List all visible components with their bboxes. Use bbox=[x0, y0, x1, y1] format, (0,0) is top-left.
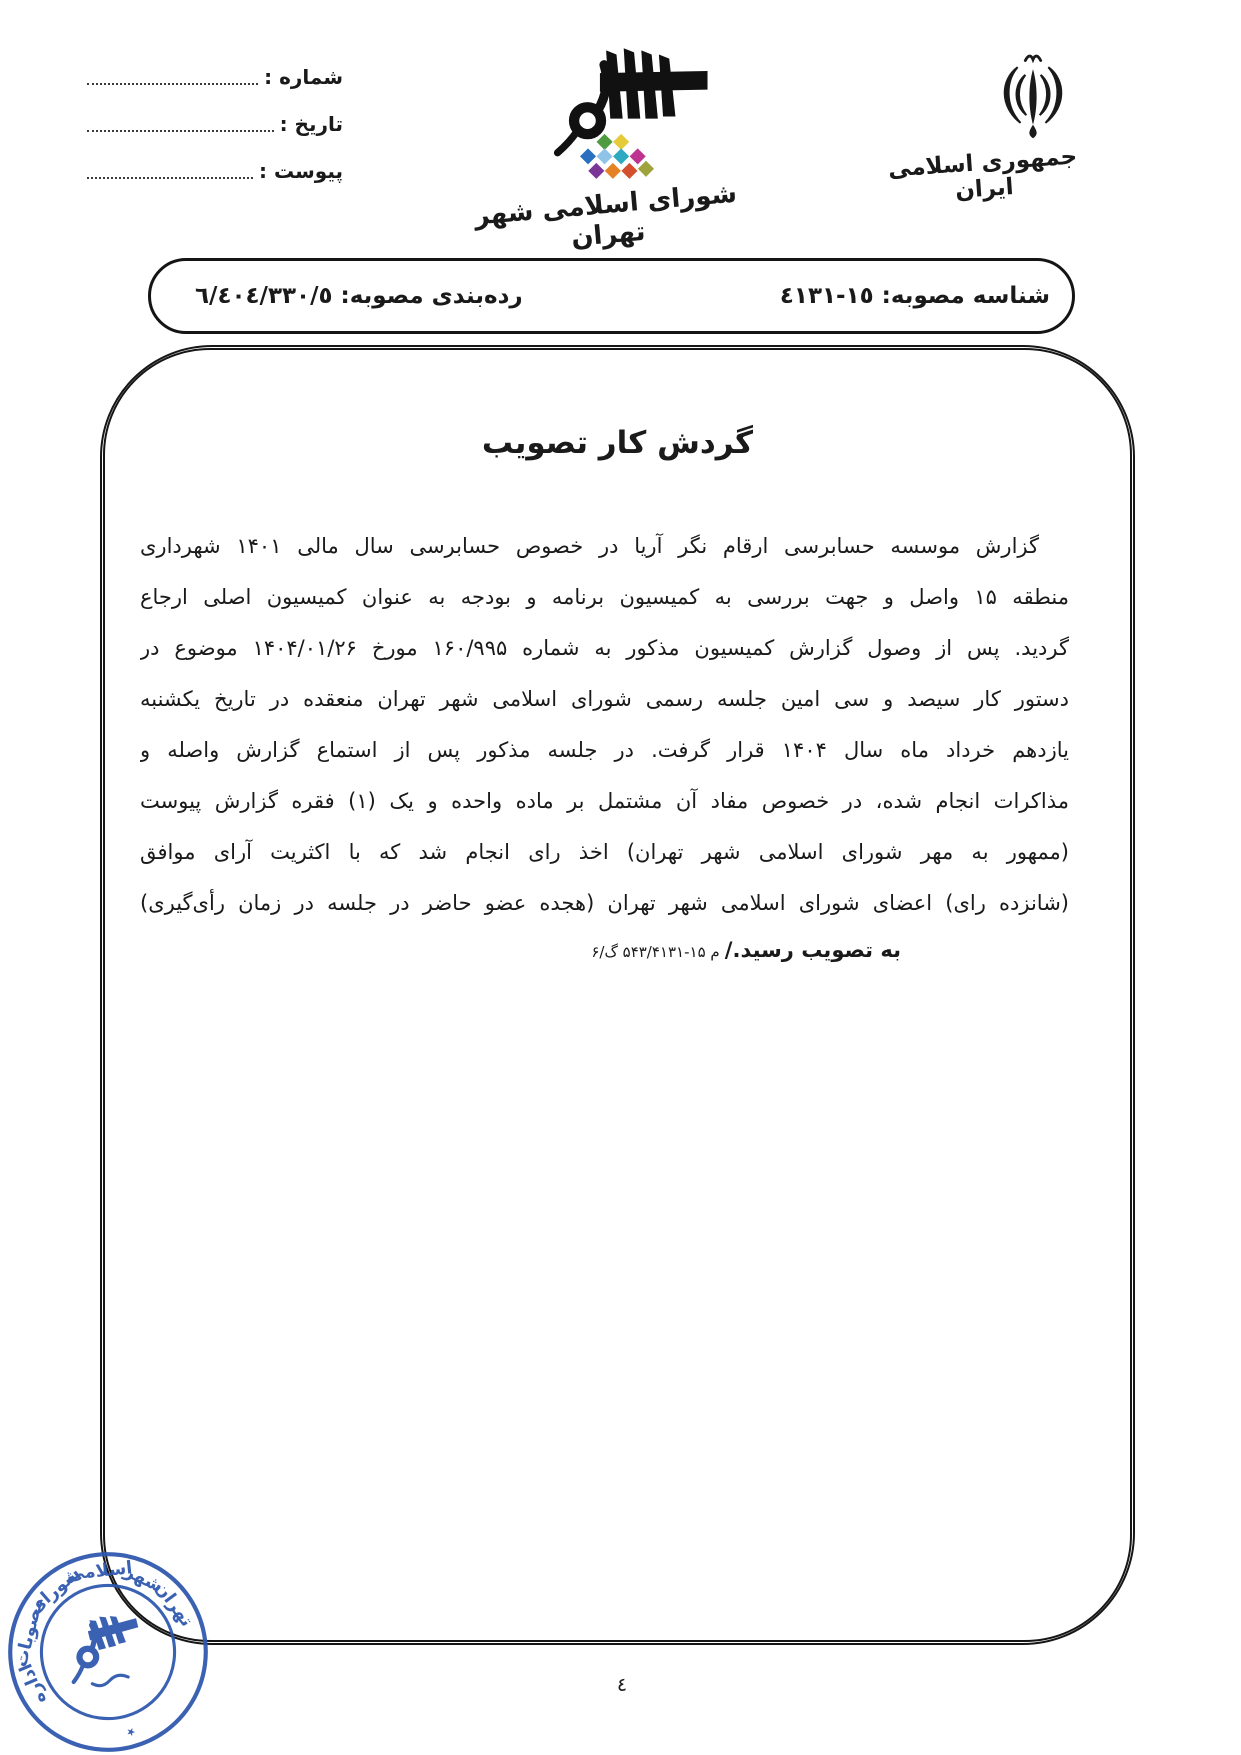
resolution-body-box bbox=[100, 345, 1135, 1645]
paragraph-line: یازدهم خرداد ماه سال ۱۴۰۴ قرار گرفت. در جلسه مذکور پس از استماع گزارش واصله و bbox=[140, 738, 1069, 762]
stamp-word: شهر bbox=[121, 1561, 166, 1598]
stamp-word: تهران bbox=[150, 1578, 197, 1631]
number-field-dotted-line bbox=[87, 82, 258, 85]
form-row-number bbox=[85, 60, 343, 90]
approval-line bbox=[140, 930, 1069, 972]
tile-teal bbox=[613, 148, 629, 164]
stamp-word: شورای bbox=[25, 1563, 85, 1619]
form-row-attachment bbox=[85, 154, 343, 184]
resolution-paragraph bbox=[140, 521, 1069, 929]
date-field-dotted-line bbox=[87, 129, 274, 132]
date-field-label: تاریخ : bbox=[279, 112, 343, 136]
paragraph-line: منطقه ۱۵ واصل و جهت بررسی به کمیسیون برنامه و بودجه به عنوان کمیسیون اصلی ارجاع bbox=[140, 585, 1069, 609]
resolution-title: گردش کار تصویب bbox=[481, 425, 754, 461]
paragraph-line: گزارش موسسه حسابرسی ارقام نگر آریا در خصوص حسابرسی سال مالی ۱۴۰۱ شهرداری bbox=[140, 534, 1039, 558]
tile-olive bbox=[638, 161, 654, 177]
attachment-field-label: پیوست : bbox=[258, 159, 343, 183]
iran-national-emblem-icon bbox=[985, 46, 1081, 146]
state-caption: جمهوری اسلامی ایران bbox=[887, 143, 1078, 204]
number-field-label: شماره : bbox=[264, 65, 343, 89]
letterhead-form-fields bbox=[85, 60, 343, 201]
tile-magenta bbox=[630, 148, 646, 164]
tile-purple bbox=[588, 163, 604, 179]
attachment-field-dotted-line bbox=[87, 176, 253, 179]
paragraph-line: گردید. پس از وصول گزارش کمیسیون مذکور به شماره ۱۶۰/۹۹۵ مورخ ۱۴۰۴/۰۱/۲۶ موضوع در bbox=[140, 636, 1069, 660]
paragraph-line: دستور کار سیصد و سی امین جلسه رسمی شورای اسلامی شهر تهران منعقده در تاریخ یکشنبه bbox=[140, 687, 1069, 711]
tile-yellow bbox=[613, 134, 629, 150]
resolution-id-bar bbox=[148, 258, 1075, 334]
stamp-center-emblem bbox=[60, 1608, 150, 1692]
form-row-date bbox=[85, 107, 343, 137]
page-number: ٤ bbox=[616, 1674, 628, 1696]
council-caption: شورای اسلامی شهر تهران bbox=[473, 178, 739, 254]
stamp-word: اسلامی bbox=[65, 1558, 134, 1585]
approval-phrase: به تصویب رسید./ bbox=[724, 938, 901, 962]
reference-code: م ۱۵-۵۴۳/۴۱۳۱ گ/۶ bbox=[591, 943, 720, 961]
stamp-separator: ٭ bbox=[123, 1720, 139, 1743]
paragraph-line: (شانزده رای) اعضای شورای اسلامی شهر تهران (هجده عضو حاضر در جلسه در زمان رأی‌گیری) bbox=[140, 891, 1069, 915]
resolution-classification: رده‌بندی مصوبه: ٦/٤٠٤/٣٣٠/٥ bbox=[195, 283, 523, 309]
tehran-council-logo-icon bbox=[552, 40, 712, 190]
tile-blue bbox=[580, 148, 596, 164]
stamp-word: مصوبات bbox=[11, 1595, 48, 1670]
resolution-id: شناسه مصوبه: ١٥-٤١٣١ bbox=[779, 283, 1050, 309]
paragraph-line: (ممهور به مهر شورای اسلامی شهر تهران) اخذ رای انجام شد که با اکثریت آرای موافق bbox=[140, 840, 1069, 864]
tile-skyblue bbox=[597, 148, 613, 164]
tile-green bbox=[597, 134, 613, 150]
stamp-word: اداره bbox=[16, 1660, 51, 1707]
tile-red bbox=[621, 163, 637, 179]
tile-orange bbox=[605, 163, 621, 179]
paragraph-line: مذاکرات انجام شده، در خصوص مفاد آن مشتمل بر ماده واحده و یک (۱) فقره گزارش پیوست bbox=[140, 789, 1069, 813]
